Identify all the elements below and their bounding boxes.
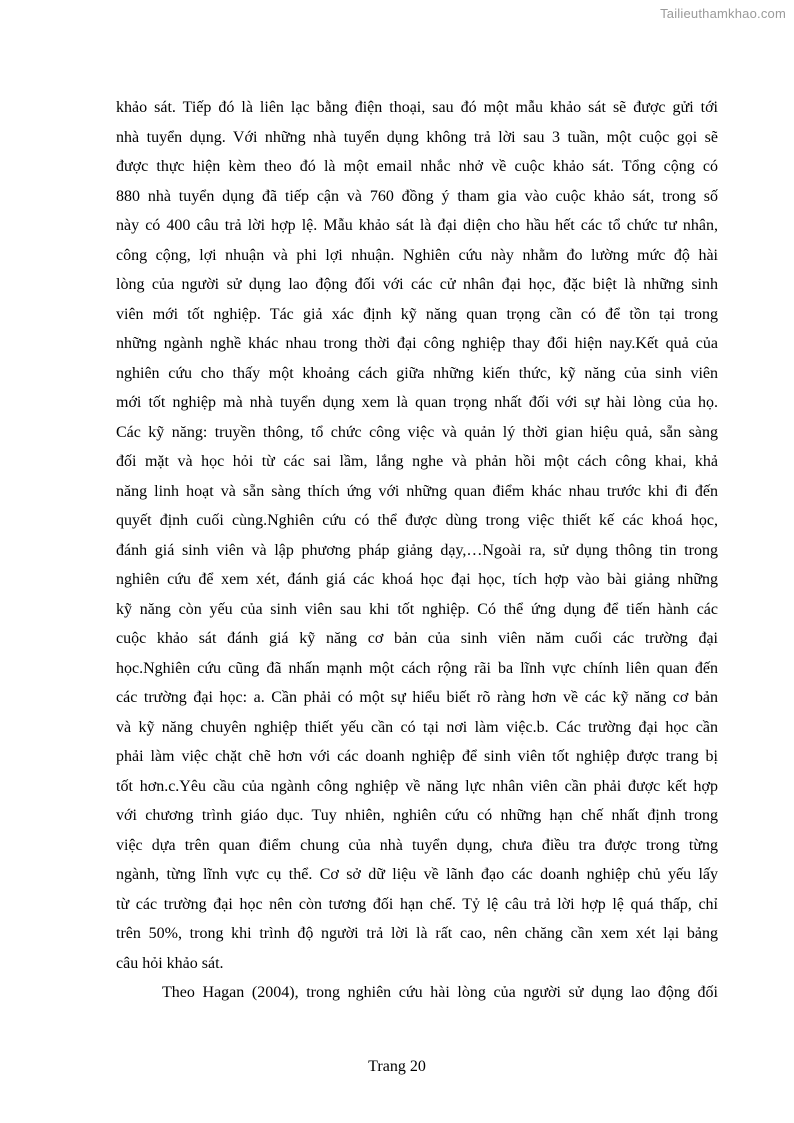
watermark-text: Tailieuthamkhao.com — [660, 6, 786, 21]
text-line: kỹ năng còn yếu của sinh viên sau khi tốt nghiệp. Có thể ứng dụng để tiến hành các — [116, 600, 718, 618]
text-line: đối mặt và học hỏi từ các sai lầm, lắng nghe và phản hồi một cách công khai, khả — [116, 453, 718, 470]
page-number: Trang 20 — [368, 1058, 426, 1075]
text-line: nghiên cứu cho thấy một khoảng cách giữa những kiến thức, kỹ năng của sinh viên — [116, 364, 718, 382]
text-line: với chương trình giáo dục. Tuy nhiên, nghiên cứu có những hạn chế nhất định trong — [116, 807, 718, 824]
text-line: tốt hơn.c.Yêu cầu của ngành công nghiệp về năng lực nhân viên cần phải được kết hợp — [116, 777, 718, 795]
text-line: nghiên cứu để xem xét, đánh giá các khoá học đại học, tích hợp vào bài giảng những — [116, 571, 718, 588]
text-line: và kỹ năng chuyên nghiệp thiết yếu cần có tại nơi làm việc.b. Các trường đại học cần — [116, 718, 718, 736]
text-line: lòng của người sử dụng lao động đối với các cử nhân đại học, đặc biệt là những sinh — [116, 276, 718, 293]
text-line: này có 400 câu trả lời hợp lệ. Mẫu khảo sát là đại diện cho hầu hết các tổ chức tư nhân, — [116, 217, 718, 234]
paragraph-2 — [116, 978, 718, 1008]
text-line: năng linh hoạt và sẵn sàng thích ứng với những quan điểm khác nhau trước khi đi đến — [116, 482, 718, 500]
text-line: khảo sát. Tiếp đó là liên lạc bằng điện thoại, sau đó một mẫu khảo sát sẽ được gửi tới — [116, 99, 718, 116]
document-body — [116, 93, 718, 1008]
text-line: công cộng, lợi nhuận và phi lợi nhuận. Nghiên cứu này nhằm đo lường mức độ hài — [116, 246, 718, 264]
text-line: các trường đại học: a. Cần phải có một sự hiểu biết rõ ràng hơn về các kỹ năng cơ bản — [116, 689, 718, 706]
paragraph-1 — [116, 93, 718, 978]
text-line: cuộc khảo sát đánh giá kỹ năng cơ bản của sinh viên năm cuối các trường đại — [116, 630, 718, 647]
text-line: Các kỹ năng: truyền thông, tổ chức công việc và quản lý thời gian hiệu quả, sẵn sàng — [116, 423, 718, 441]
text-line: viên mới tốt nghiệp. Tác giả xác định kỹ năng quan trọng cần có để tồn tại trong — [116, 305, 718, 323]
text-line: câu hỏi khảo sát. — [116, 954, 224, 972]
text-line: 880 nhà tuyển dụng đã tiếp cận và 760 đồng ý tham gia vào cuộc khảo sát, trong số — [116, 187, 718, 205]
text-line: những ngành nghề khác nhau trong thời đại công nghiệp thay đổi hiện nay.Kết quả của — [116, 335, 718, 352]
text-line: quyết định cuối cùng.Nghiên cứu có thể được dùng trong việc thiết kế các khoá học, — [116, 512, 718, 529]
text-line: học.Nghiên cứu cũng đã nhấn mạnh một cách rộng rãi ba lĩnh vực chính liên quan đến — [116, 659, 718, 677]
text-line: nhà tuyển dụng. Với những nhà tuyển dụng không trả lời sau 3 tuần, một cuộc gọi sẽ — [116, 128, 718, 146]
text-line: việc dựa trên quan điểm chung của nhà tuyển dụng, chưa điều tra được trong từng — [116, 836, 718, 854]
text-line: mới tốt nghiệp mà nhà tuyển dụng xem là quan trọng nhất đối với sự hài lòng của họ. — [116, 394, 718, 411]
text-line: trên 50%, trong khi trình độ người trả lời là rất cao, nên chăng cần xem xét lại bảng — [116, 925, 718, 942]
text-line: đánh giá sinh viên và lập phương pháp giảng dạy,…Ngoài ra, sử dụng thông tin trong — [116, 541, 718, 559]
text-line: Theo Hagan (2004), trong nghiên cứu hài lòng của người sử dụng lao động đối — [162, 984, 718, 1001]
text-line: được thực hiện kèm theo đó là một email nhắc nhở về cuộc khảo sát. Tổng cộng có — [116, 158, 718, 175]
text-line: từ các trường đại học nên còn tương đối hạn chế. Tỷ lệ câu trả lời hợp lệ quá thấp, chỉ — [116, 895, 718, 913]
text-line: ngành, từng lĩnh vực cụ thể. Cơ sở dữ liệu về lãnh đạo các doanh nghiệp chủ yếu lấy — [116, 866, 718, 883]
text-line: phải làm việc chặt chẽ hơn với các doanh nghiệp để sinh viên tốt nghiệp được trang bị — [116, 748, 718, 765]
